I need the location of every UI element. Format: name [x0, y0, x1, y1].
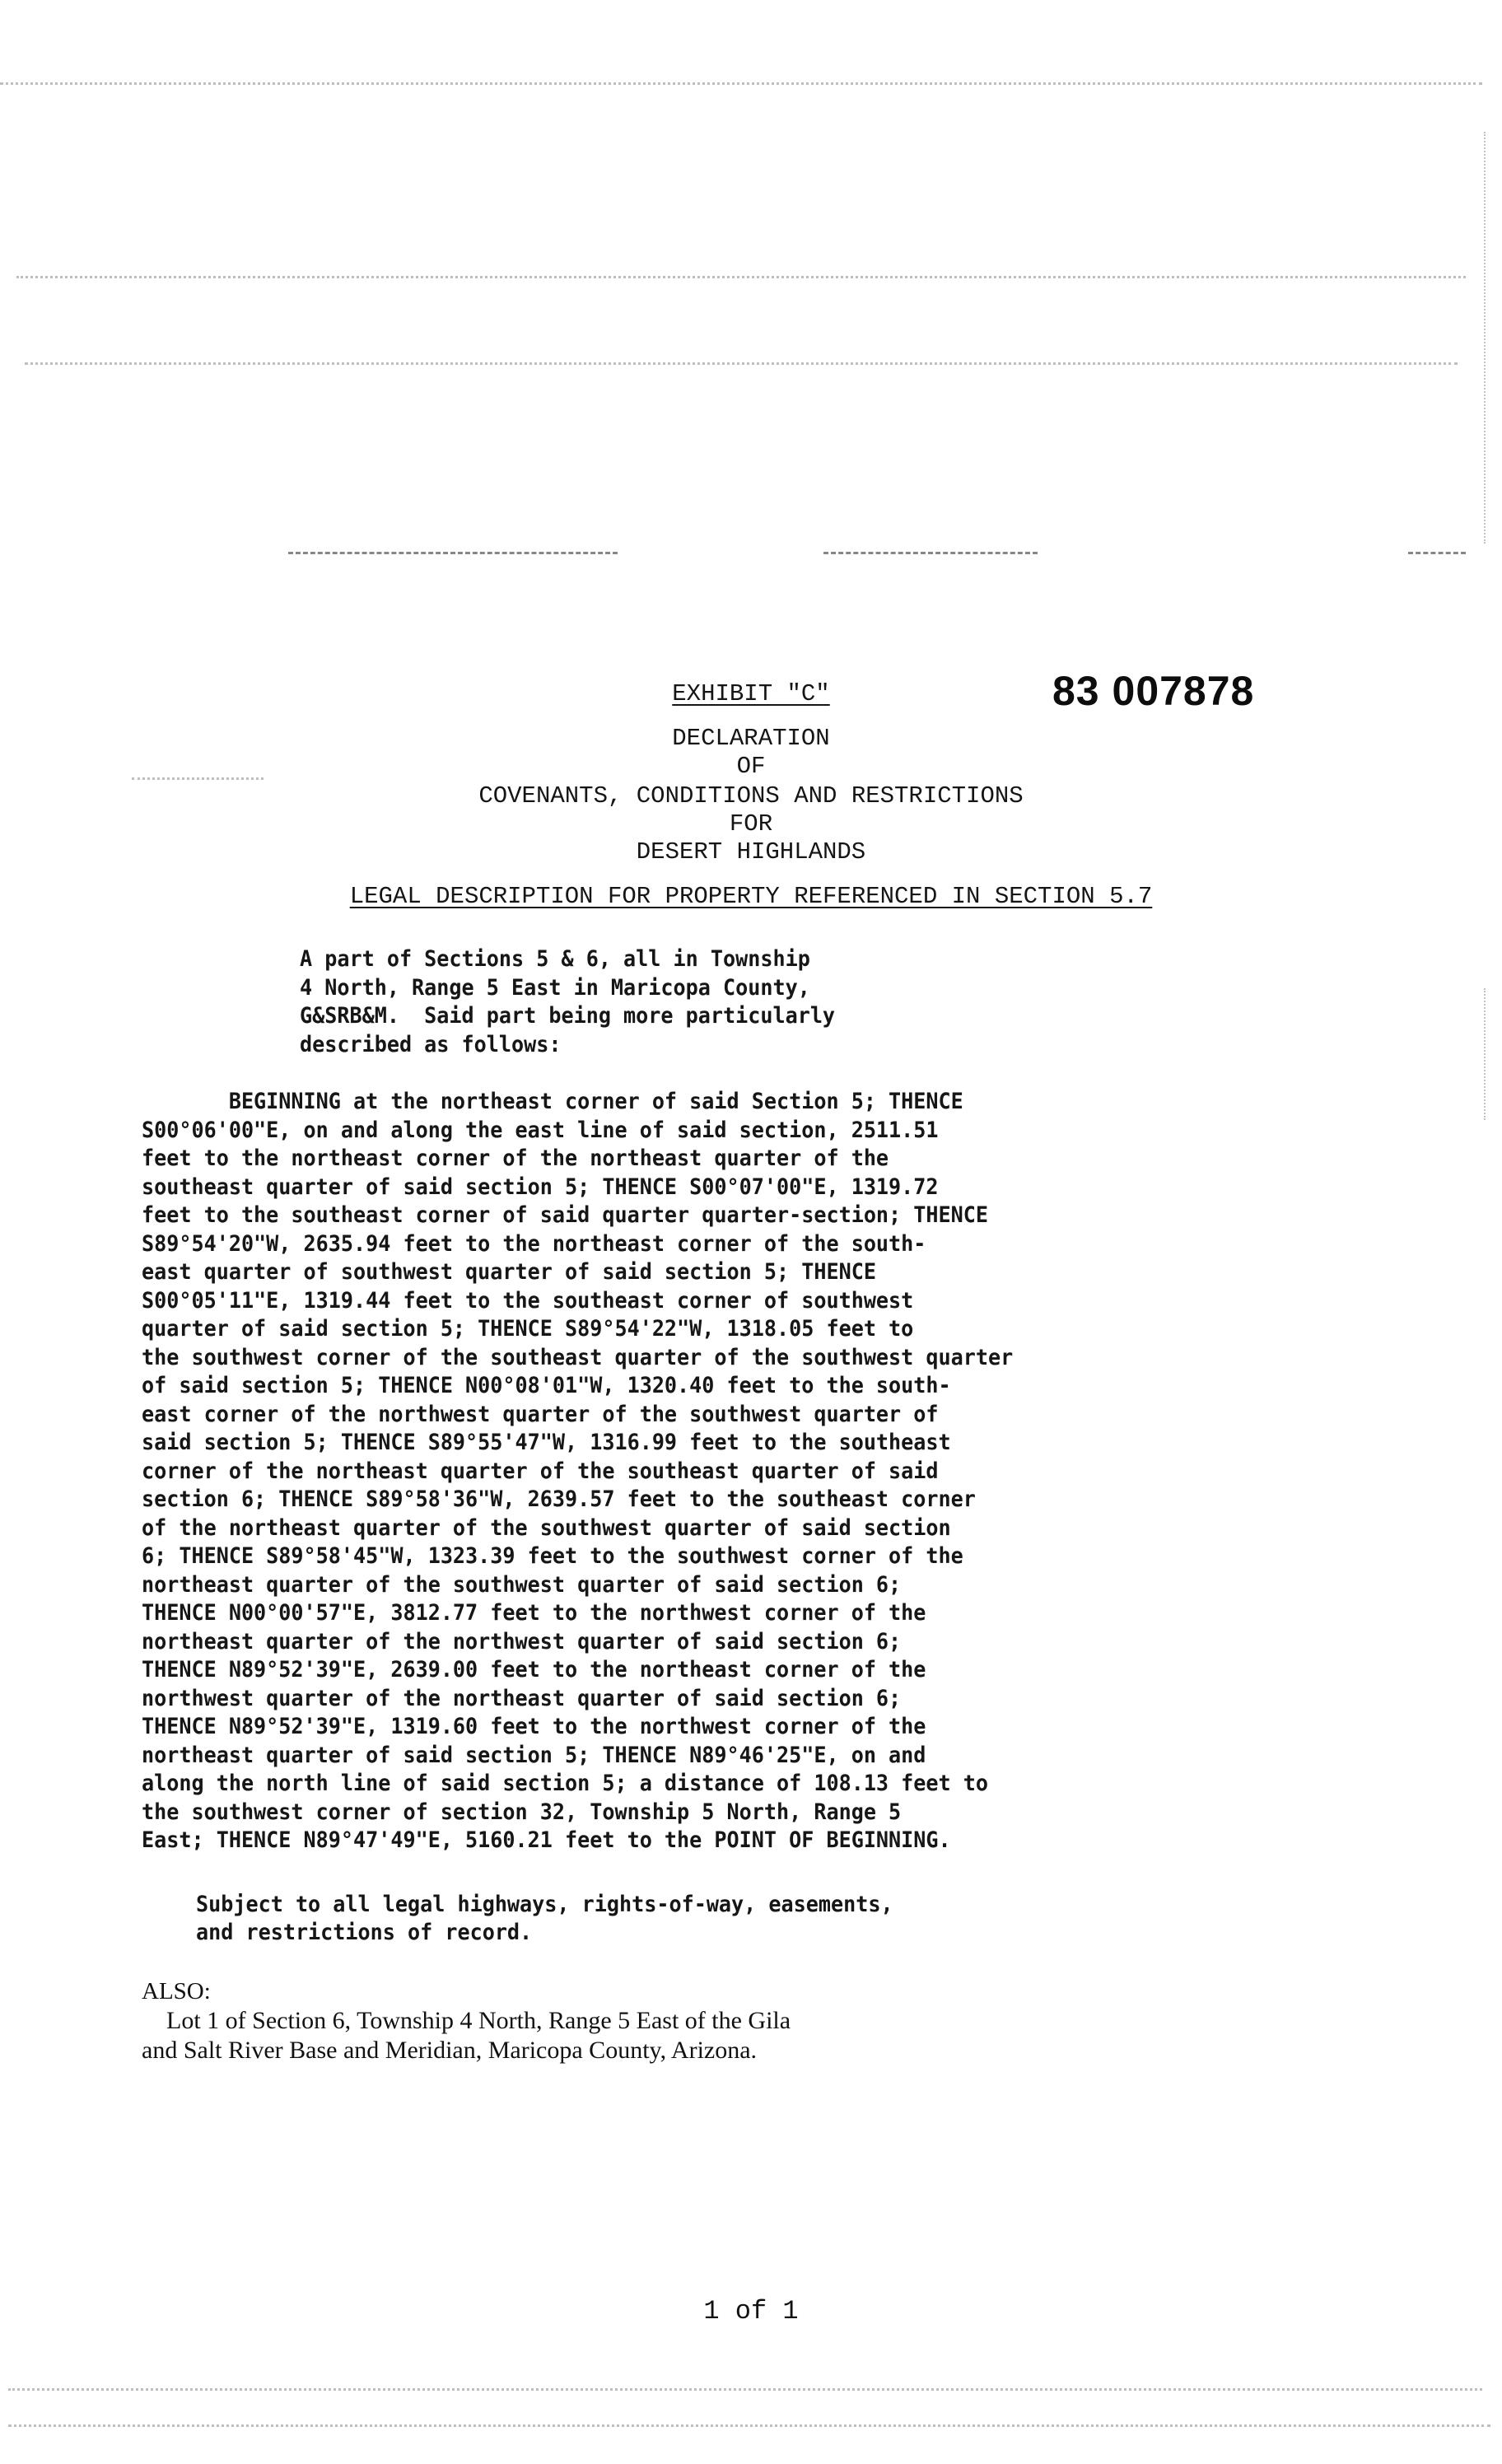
- scan-noise-top: [0, 82, 1482, 85]
- legal-description-heading: LEGAL DESCRIPTION FOR PROPERTY REFERENCED IN SECTION 5.7: [349, 883, 1153, 910]
- also-paragraph: Lot 1 of Section 6, Township 4 North, Range 5 East of the Gila and Salt River Base and Meridian, Maricopa County, Arizona.: [142, 2007, 791, 2064]
- title-line-for: FOR: [729, 810, 773, 838]
- title-line-covenants: COVENANTS, CONDITIONS AND RESTRICTIONS: [478, 782, 1024, 810]
- scan-noise-bottom: [8, 2424, 1490, 2427]
- page-indicator: 1 of 1: [703, 2296, 799, 2326]
- scan-noise-bottom: [8, 2388, 1482, 2391]
- scan-noise-row: [25, 362, 1458, 365]
- scan-noise-row: [16, 276, 1466, 278]
- document-number: 83 007878: [1052, 668, 1255, 714]
- scan-edge-line: [1484, 988, 1486, 1120]
- title-line-declaration: DECLARATION: [672, 725, 830, 752]
- exhibit-title: EXHIBIT "C": [672, 680, 830, 707]
- subject-to-paragraph: Subject to all legal highways, rights-of-way, easements, and restrictions of record.: [196, 1892, 893, 1945]
- scan-dash-row: [1408, 552, 1466, 554]
- title-line-of: OF: [736, 753, 766, 780]
- title-line-desert-highlands: DESERT HIGHLANDS: [636, 838, 866, 866]
- legal-description-paragraph: BEGINNING at the northeast corner of said Section 5; THENCE S00°06'00"E, on and along the east line of said section, 2511.51 feet to the northeast corner of the northeast quarter of the southeast quarter of said section 5; THENCE S00°07'00"E, 1319.72 feet to the southeast corner of said quarter quarter-section; THENCE S89°54'20"W, 2635.94 feet to the northeast corner of the south- east quarter of southwest quarter of said section 5; THENCE S00°05'11"E, 1319.44 feet to the southeast corner of southwest quarter of said section 5; THENCE S89°54'22"W, 1318.05 feet to the southwest corner of the southeast quarter of the southwest quarter of said section 5; THENCE N00°08'01"W, 1320.40 feet to the south- east corner of the northwest quarter of the southwest quarter of said section 5; THENCE S89°55'47"W, 1316.99 feet to the southeast corner of the northeast quarter of the southeast quarter of said section 6; THENCE S89°58'36"W, 2639.57 feet to the southeast corner of the northeast quarter of the southwest quarter of said section 6; THENCE S89°58'45"W, 1323.39 feet to the southwest corner of the northeast quarter of the southwest quarter of said section 6; THENCE N00°00'57"E, 3812.77 feet to the northwest corner of the northeast quarter of the northwest quarter of said section 6; THENCE N89°52'39"E, 2639.00 feet to the northeast corner of the northwest quarter of the northeast quarter of said section 6; THENCE N89°52'39"E, 1319.60 feet to the northwest corner of the northeast quarter of said section 5; THENCE N89°46'25"E, on and along the north line of said section 5; a distance of 108.13 feet to the southwest corner of section 32, Township 5 North, Range 5 East; THENCE N89°47'49"E, 5160.21 feet to the POINT OF BEGINNING.: [142, 1089, 1014, 1853]
- intro-paragraph: A part of Sections 5 & 6, all in Township 4 North, Range 5 East in Maricopa County, G&SRB&M. Said part being more particularly described as follows:: [300, 946, 836, 1057]
- also-label: ALSO:: [142, 1978, 211, 2004]
- scan-dash-row: [823, 552, 1038, 554]
- scan-dash-row: [288, 552, 618, 554]
- scan-edge-line: [1484, 132, 1486, 544]
